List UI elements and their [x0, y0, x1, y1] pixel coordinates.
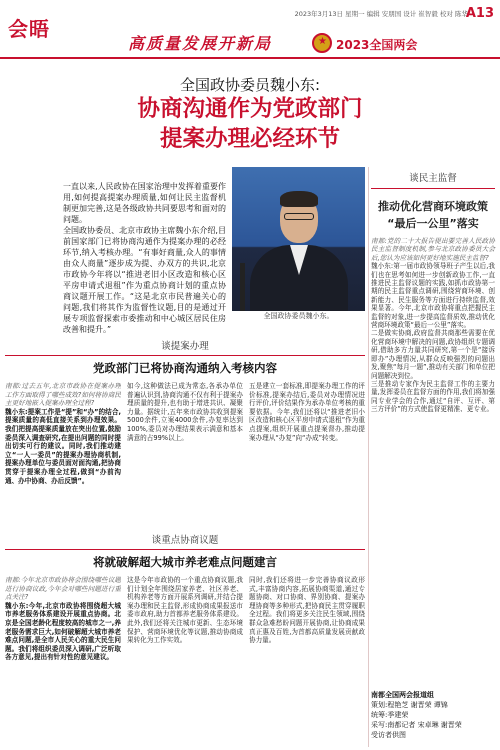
right-section-rule — [371, 188, 495, 189]
article1-question: 南都:过去五年,北京市政协在提案办理工作方面取得了哪些成效?如何将协商民主更好地嵌入提案办理全过程? — [5, 382, 121, 408]
intro-paragraph-2: 全国政协委员、北京市政协主席魏小东介绍,目前国家部门已将协商沟通作为提案办理的必经环节,纳入考核办理。“有事好商量,众人的事情由众人商量”逐步成为提、办双方的共识,北京市政协今年将以“推进老旧小区改造和核心区平房申请式退租”作为重点协商计划的重点协商议题开展工作。“这是北京市民普遍关心的问题,我们将其作为监督性议题,目的是通过开展专项监督探索市委推动和中心城区居民住房改善和提升。” — [63, 226, 226, 334]
article2-rule — [5, 549, 365, 550]
intro-text — [63, 181, 226, 335]
article-proposal — [5, 338, 365, 528]
page-number: A13 — [465, 6, 494, 21]
credits-photo: 受访者供图 — [371, 731, 406, 739]
right-title-line-2: “最后一公里”落实 — [387, 217, 479, 230]
right-answer-2: 二是做实协商,政府监督共商那些需要在优化营商环境中解决的问题,政协组织专题调研,借助多方力量共同研究,第一个是“接诉即办”办理情况,从群众反映强烈的问题出发,聚焦“每月一题”,推动有关部门和单位把问题解决到位。 — [371, 329, 495, 380]
article2-columns — [5, 576, 365, 750]
article1-col-3: 五是建立一套标准,即提案办理工作的评价标准,提案办结后,委员对办理情况进行评价,评价结果作为承办单位考核的重要依据。今年,我们还将以“推进老旧小区改造和核心区平房申请式退租”作为重点提案,组织开展重点提案督办,推动提案办理从“办复”向“办成”转变。 — [249, 382, 365, 442]
headline-kicker: 全国政协委员魏小东: — [179, 76, 321, 94]
article2-answer: 魏小东:今年,北京市政协将围绕超大城市养老服务体系建设开展重点协商。北京是全国老龄化程度较高的城市之一,养老服务需求巨大,如何破解超大城市养老难点问题,是全市人民关心的重大民生问题。我们将组织委员深入调研,广泛听取各方意见,提出有针对性的意见建议。 — [5, 601, 121, 662]
portrait-photo — [232, 167, 365, 311]
article2-question: 南都:今年北京市政协将会围绕哪些议题进行协商议政,今年会对哪些问题进行重点关注? — [5, 576, 121, 602]
intro-paragraph-1: 一直以来,人民政协在国家治理中发挥着重要作用,如何提高提案办理质量,如何让民主监督机制更加完善,这是各级政协共同要思考和面对的问题。 — [63, 182, 226, 224]
article2-col-1 — [5, 576, 121, 750]
masthead-divider — [0, 57, 500, 59]
article1-tag: 谈提案办理 — [161, 341, 209, 352]
right-answer-1: 魏小东:第一届市政协领导班子产生以后,我们也在思考如何进一步创新政协工作,一直推进民主监督议题的实践,如抓市政协第一期的民主监督重点调研,围绕营商环境、创新能力、民生服务等方面进行持续监督,效果显著。今年,北京市政协将重点把握民主监督的对象,进一步提高监督质效,推动优化营商环境政策“最后一公里”落实。 — [371, 262, 495, 330]
article1-rule — [5, 355, 365, 356]
article1-col-1 — [5, 382, 121, 540]
column-divider — [368, 167, 369, 747]
right-question: 南都:党的二十大报告提出要完善人民政协民主监督制度机制,参与北京政协委员大会后,您认为应该如何更好地实施民主监督? — [371, 237, 495, 262]
credits-reporters: 采写:南都记者 宋卓琳 谢晋荣 — [371, 721, 462, 729]
credits-planning: 策划:程艳芝 谢晋荣 谭锦 — [371, 701, 448, 709]
article2-col-3: 同时,我们还将进一步完善协商议政形式,丰富协商内容,拓展协商渠道,通过专题协商、对口协商、界别协商、提案办理协商等多种形式,把协商民主贯穿履职全过程。我们将更多关注民生领域,围绕群众急难愁盼问题开展协商,让协商成果真正惠及百姓,为首都高质量发展贡献政协力量。 — [249, 576, 365, 645]
headline — [0, 94, 500, 154]
article1-title: 党政部门已将协商沟通纳入考核内容 — [93, 361, 277, 375]
article1-col-2: 如今,这种做法已成为常态,各承办单位普遍认识到,协商沟通不仅有利于提案办理质量的提升,也有助于增进共识、凝聚力量。据统计,五年来市政协共收到提案5000余件,立案4000余件,办复率达到100%,委员对办理结果表示满意和基本满意的占99%以上。 — [127, 382, 243, 442]
right-title-line-1: 推动优化营商环境政策 — [378, 200, 488, 213]
issue-meta: 2023年3月13日 星期一 编辑 安朋国 设计 崔智毅 校对 陈华 — [294, 10, 468, 18]
headline-line-2: 提案办理必经环节 — [159, 126, 340, 152]
national-emblem-icon: ★ — [312, 33, 332, 53]
right-section-tag: 谈民主监督 — [409, 173, 457, 184]
masthead — [0, 0, 500, 58]
right-body — [371, 237, 495, 414]
credits-coordination: 统筹:季建荣 — [371, 711, 409, 719]
photo-caption: 全国政协委员魏小东。 — [263, 312, 334, 320]
section-name: 会晤 — [8, 17, 50, 41]
event-label: 2023全国两会 — [336, 38, 418, 52]
article-consultation — [5, 532, 365, 746]
article2-title: 将就破解超大城市养老难点问题建言 — [93, 555, 277, 569]
slogan: 高质量发展开新局 — [128, 34, 273, 53]
credits-team: 南都全国两会报道组 — [371, 691, 434, 699]
article1-answer: 魏小东:提案工作是“提”和“办”的结合,提案质量的高低直接关系到办理效果。我们把提高提案质量放在突出位置,鼓励委员深入调查研究,在提出问题的同时提出切实可行的建议。同时,我们推动建立“一人一委员”的提案办理协商机制,提案办理单位与委员面对面沟通,把协商贯穿于提案办理全过程,做到“办前沟通、办中协商、办后反馈”。 — [5, 407, 121, 485]
headline-line-1: 协商沟通作为党政部门 — [137, 96, 363, 122]
right-answer-3: 三是推动专家作为民主监督工作的主要力量,发挥委员在监督方面的作用,我们将加强同专业学会的合作,通过“自评、互评、第三方评价”的方式使监督更精准、更专业。 — [371, 379, 495, 414]
credits — [371, 690, 495, 740]
article2-col-2: 这是今年市政协的一个重点协商议题,我们计划全年围绕居家养老、社区养老、机构养老等方面开展系列调研,并结合提案办理和民主监督,形成协商成果报送市委市政府,助力首都养老服务体系建设。此外,我们还将关注城市更新、生态环境保护、营商环境优化等议题,推动协商成果转化为工作实效。 — [127, 576, 243, 645]
article2-tag: 谈重点协商议题 — [151, 535, 219, 546]
article1-columns — [5, 382, 365, 540]
right-column — [371, 167, 495, 414]
